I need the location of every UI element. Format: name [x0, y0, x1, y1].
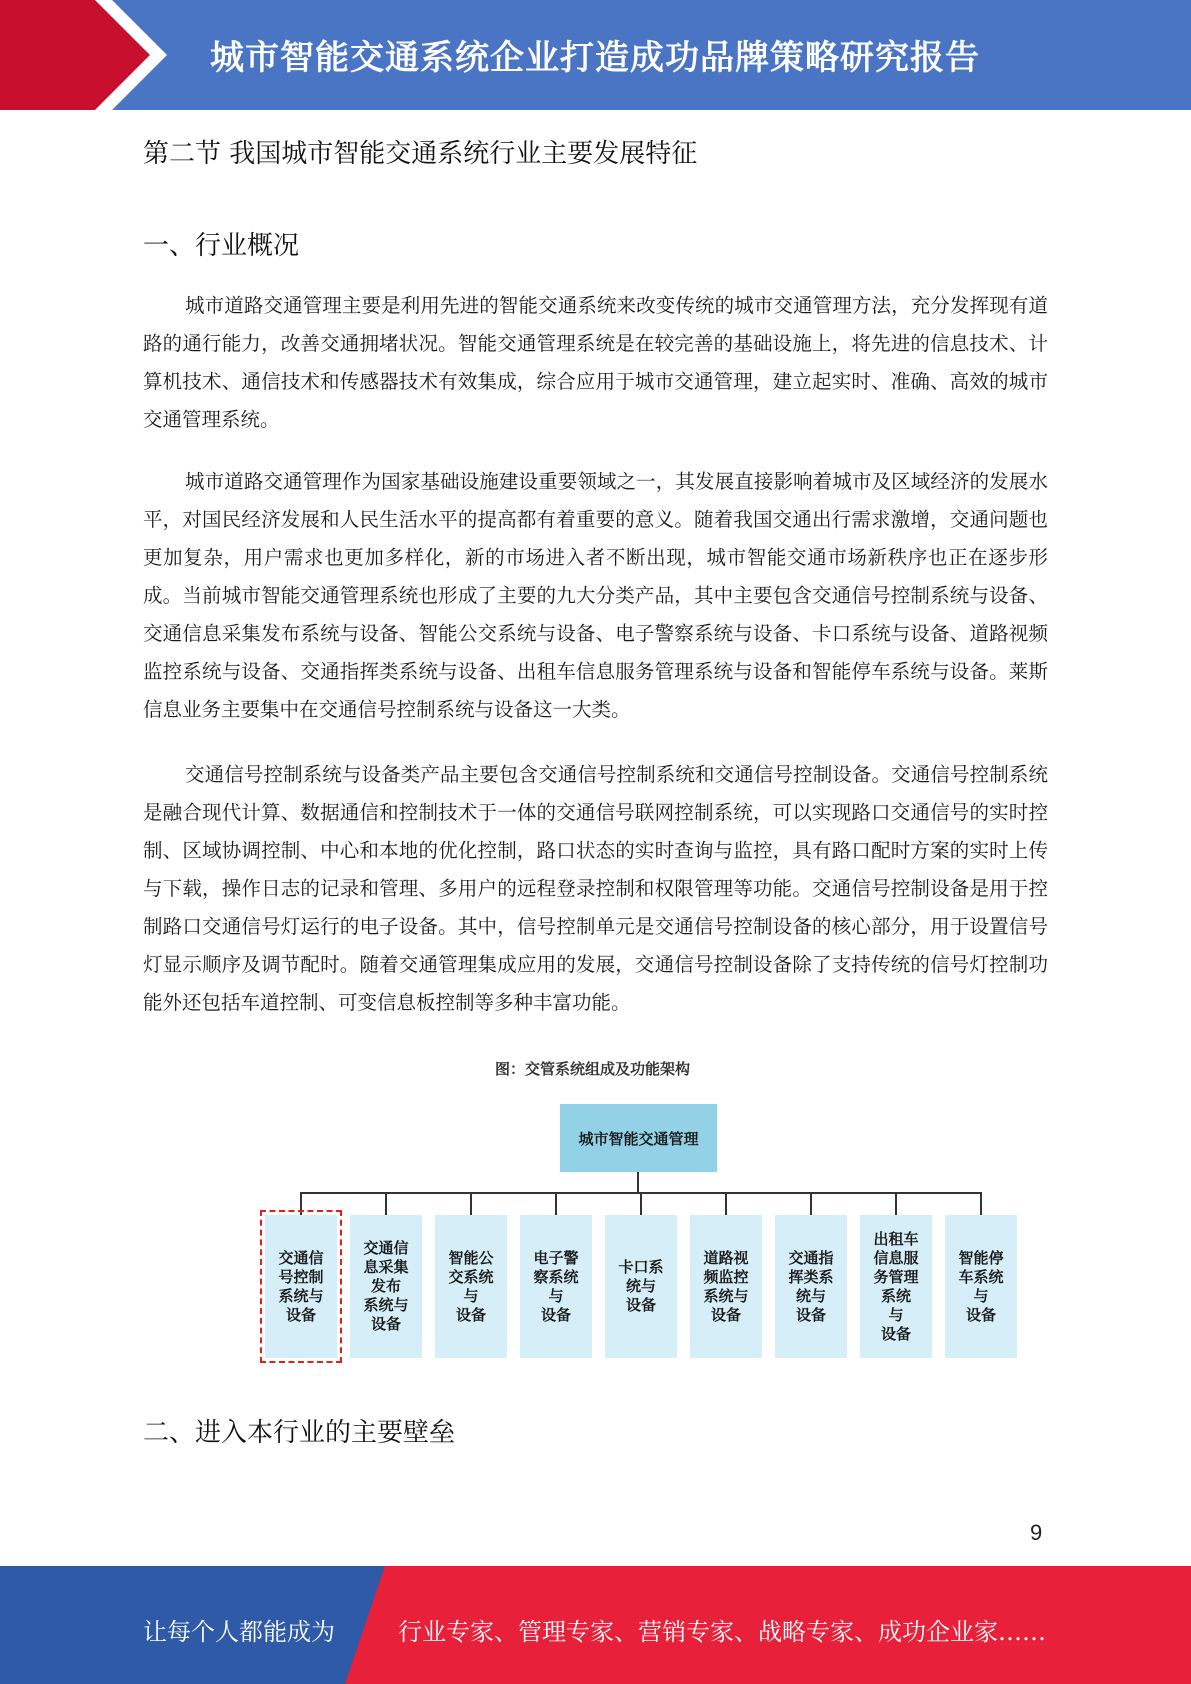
- org-chart-leaf-node: 智能停 车系统 与 设备: [945, 1215, 1017, 1358]
- org-chart-root-node: 城市智能交通管理: [560, 1104, 717, 1172]
- org-chart-leaf-node: 交通信 号控制 系统与 设备: [265, 1215, 337, 1358]
- paragraph: 城市道路交通管理主要是利用先进的智能交通系统来改变传统的城市交通管理方法，充分发挥现有道路的通行能力，改善交通拥堵状况。智能交通管理系统是在较完善的基础设施上，将先进的信息技术、计算机技术、通信技术和传感器技术有效集成，综合应用于城市交通管理，建立起实时、准确、高效的城市交通管理系统。: [143, 294, 1048, 431]
- org-chart-leaf-node: 出租车 信息服 务管理 系统 与 设备: [860, 1215, 932, 1358]
- paragraph: 交通信号控制系统与设备类产品主要包含交通信号控制系统和交通信号控制设备。交通信号控制系统是融合现代计算、数据通信和控制技术于一体的交通信号联网控制系统，可以实现路口交通信号的实时控制、区域协调控制、中心和本地的优化控制，路口状态的实时查询与监控，具有路口配时方案的实时上传与下载，操作日志的记录和管理、多用户的远程登录控制和权限管理等功能。交通信号控制设备是用于控制路口交通信号灯运行的电子设备。其中，信号控制单元是交通信号控制设备的核心部分，用于设置信号灯显示顺序及调节配时。随着交通管理集成应用的发展，交通信号控制设备除了支持传统的信号灯控制功能外还包括车道控制、可变信息板控制等多种丰富功能。: [143, 763, 1048, 1014]
- subsection-heading-barriers: 二、进入本行业的主要壁垒: [143, 1418, 456, 1448]
- report-title: 城市智能交通系统企业打造成功品牌策略研究报告: [210, 38, 980, 78]
- subsection-heading-overview: 一、行业概况: [143, 231, 300, 261]
- footer-slogan-left: 让每个人都能成为: [143, 1618, 335, 1646]
- org-chart-leaf-node: 智能公 交系统 与 设备: [435, 1215, 507, 1358]
- section-heading: 第二节 我国城市智能交通系统行业主要发展特征: [143, 139, 698, 169]
- org-chart-leaf-node: 卡口系 统与 设备: [605, 1215, 677, 1358]
- figure-caption: 图：交管系统组成及功能架构: [495, 1060, 691, 1078]
- org-chart-leaf-node: 交通信 息采集 发布 系统与 设备: [350, 1215, 422, 1358]
- footer-banner: [0, 1566, 1191, 1684]
- header-chevron-graphic: [0, 0, 200, 110]
- org-chart-leaf-node: 道路视 频监控 系统与 设备: [690, 1215, 762, 1358]
- org-chart-leaf-node: 交通指 挥类系 统与 设备: [775, 1215, 847, 1358]
- header-banner: [0, 0, 1191, 110]
- org-chart-leaf-node: 电子警 察系统 与 设备: [520, 1215, 592, 1358]
- paragraph: 城市道路交通管理作为国家基础设施建设重要领域之一，其发展直接影响着城市及区域经济的发展水平，对国民经济发展和人民生活水平的提高都有着重要的意义。随着我国交通出行需求激增，交通问题也更加复杂，用户需求也更加多样化，新的市场进入者不断出现，城市智能交通市场新秩序也正在逐步形成。当前城市智能交通管理系统也形成了主要的九大分类产品，其中主要包含交通信号控制系统与设备、交通信息采集发布系统与设备、智能公交系统与设备、电子警察系统与设备、卡口系统与设备、道路视频监控系统与设备、交通指挥类系统与设备、出租车信息服务管理系统与设备和智能停车系统与设备。莱斯信息业务主要集中在交通信号控制系统与设备这一大类。: [143, 470, 1048, 721]
- footer-slogan-right: 行业专家、管理专家、营销专家、战略专家、成功企业家……: [398, 1618, 1046, 1646]
- page-number: 9: [1030, 1520, 1043, 1545]
